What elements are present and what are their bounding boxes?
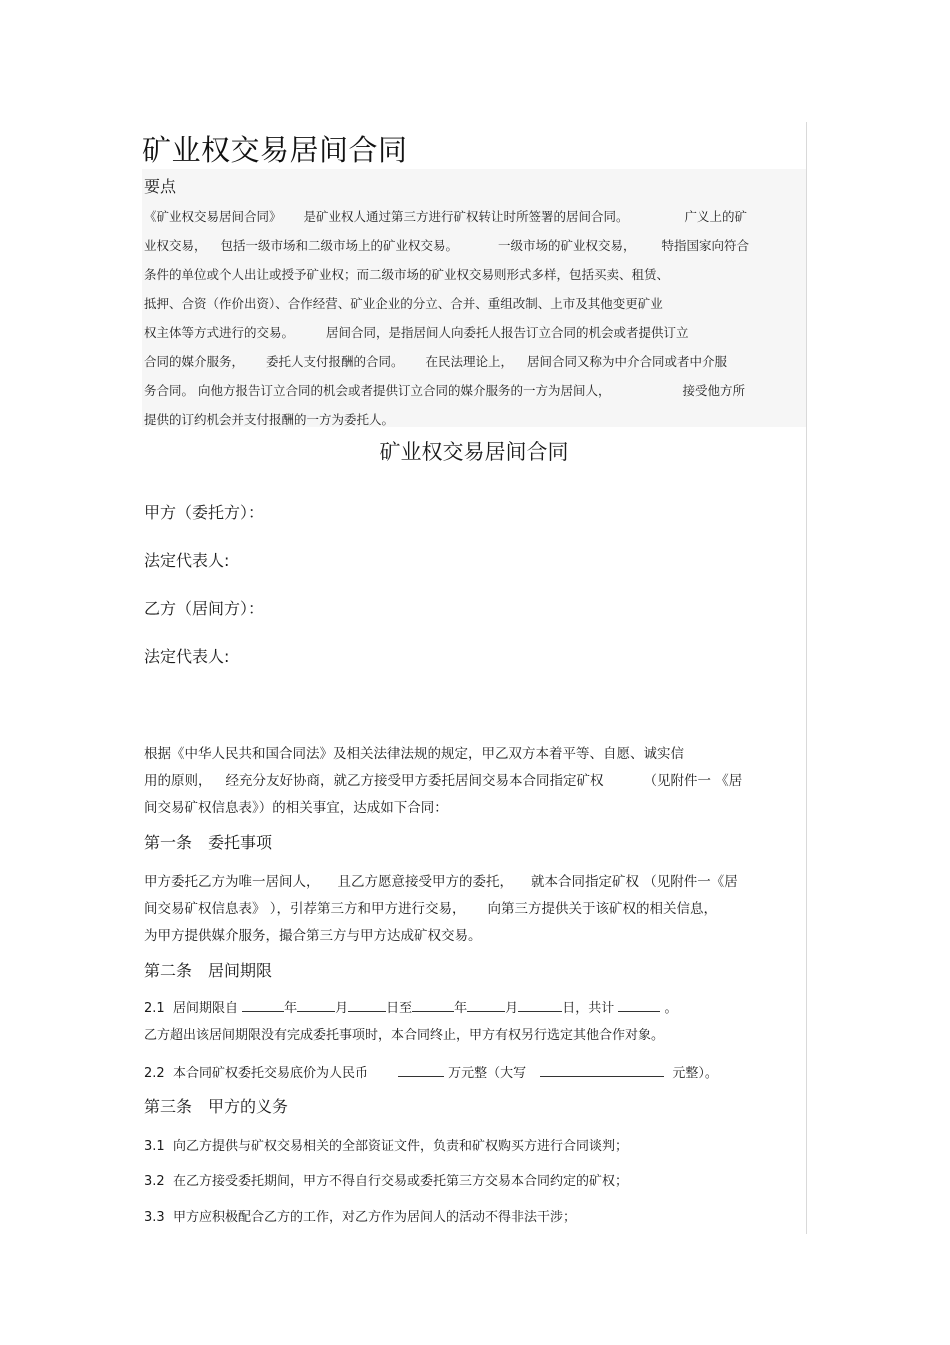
summary-heading: 要点 — [144, 177, 177, 196]
blank-field[interactable] — [297, 999, 335, 1012]
article-1-heading: 第一条 委托事项 — [144, 833, 273, 852]
summary-line: 业权交易， 包括一级市场和二级市场上的矿业权交易。 一级市场的矿业权交易， 特指国家向符合 — [144, 238, 750, 253]
blank-field[interactable] — [348, 999, 386, 1012]
clause-2-2: 2.2 本合同矿权委托交易底价为人民币 万元整（大写 元整）。 — [144, 1066, 718, 1081]
party-b-label: 乙方（居间方）： — [144, 599, 265, 618]
summary-line: 抵押、合资（作价出资）、合作经营、矿业企业的分立、合并、重组改制、上市及其他变更矿业 — [144, 296, 663, 311]
blank-field[interactable] — [540, 1064, 664, 1077]
article-2-heading: 第二条 居间期限 — [144, 961, 273, 980]
summary-line: 《矿业权交易居间合同》 是矿业权人通过第三方进行矿权转让时所签署的居间合同。 广义上的矿 — [144, 209, 748, 224]
contract-title: 矿业权交易居间合同 — [379, 440, 569, 464]
party-b-representative-label: 法定代表人: — [144, 647, 230, 666]
blank-field[interactable] — [412, 999, 454, 1012]
clause-2-1-line-2: 乙方超出该居间期限没有完成委托事项时，本合同终止，甲方有权另行选定其他合作对象。 — [144, 1028, 665, 1043]
clause-3-3: 3.3 甲方应积极配合乙方的工作，对乙方作为居间人的活动不得非法干涉； — [144, 1210, 576, 1225]
clause-3-1: 3.1 向乙方提供与矿权交易相关的全部资证文件，负责和矿权购买方进行合同谈判； — [144, 1139, 628, 1154]
blank-field[interactable] — [242, 999, 284, 1012]
summary-line: 合同的媒介服务， 委托人支付报酬的合同。 在民法理论上， 居间合同又称为中介合同或者中介服 — [144, 354, 728, 369]
blank-field[interactable] — [398, 1064, 444, 1077]
article-1-line: 间交易矿权信息表》 ），引荐第三方和甲方进行交易， 向第三方提供关于该矿权的相关信息， — [144, 901, 718, 917]
preamble-line: 用的原则， 经充分友好协商，就乙方接受甲方委托居间交易本合同指定矿权 （见附件一 《居 — [144, 773, 743, 789]
article-1-line: 甲方委托乙方为唯一居间人， 且乙方愿意接受甲方的委托， 就本合同指定矿权 （见附件一《居 — [144, 874, 738, 890]
summary-line: 提供的订约机会并支付报酬的一方为委托人。 — [144, 412, 395, 427]
preamble-line: 间交易矿权信息表》）的相关事宜，达成如下合同： — [144, 800, 448, 816]
blank-field[interactable] — [618, 999, 660, 1012]
blank-field[interactable] — [518, 999, 562, 1012]
clause-2-1: 2.1 居间期限自 年 月 日至 年 月 日，共计 。 — [144, 1001, 678, 1016]
article-3-heading: 第三条 甲方的义务 — [144, 1097, 289, 1116]
document-page — [142, 122, 807, 1234]
clause-3-2: 3.2 在乙方接受委托期间，甲方不得自行交易或委托第三方交易本合同约定的矿权； — [144, 1174, 628, 1189]
summary-line: 务合同。 向他方报告订立合同的机会或者提供订立合同的媒介服务的一方为居间人， 接受他方所 — [144, 383, 745, 398]
article-1-line: 为甲方提供媒介服务，撮合第三方与甲方达成矿权交易。 — [144, 928, 482, 944]
preamble-line: 根据《中华人民共和国合同法》及相关法律法规的规定，甲乙双方本着平等、自愿、诚实信 — [144, 746, 684, 762]
blank-field[interactable] — [467, 999, 505, 1012]
summary-line: 权主体等方式进行的交易。 居间合同，是指居间人向委托人报告订立合同的机会或者提供订立 — [144, 325, 689, 340]
party-a-representative-label: 法定代表人: — [144, 551, 230, 570]
summary-box — [142, 169, 806, 427]
summary-line: 条件的单位或个人出让或授予矿业权；而二级市场的矿业权交易则形式多样，包括买卖、租赁、 — [144, 267, 670, 282]
document-title: 矿业权交易居间合同 — [142, 133, 408, 167]
party-a-label: 甲方（委托方）： — [144, 503, 265, 522]
